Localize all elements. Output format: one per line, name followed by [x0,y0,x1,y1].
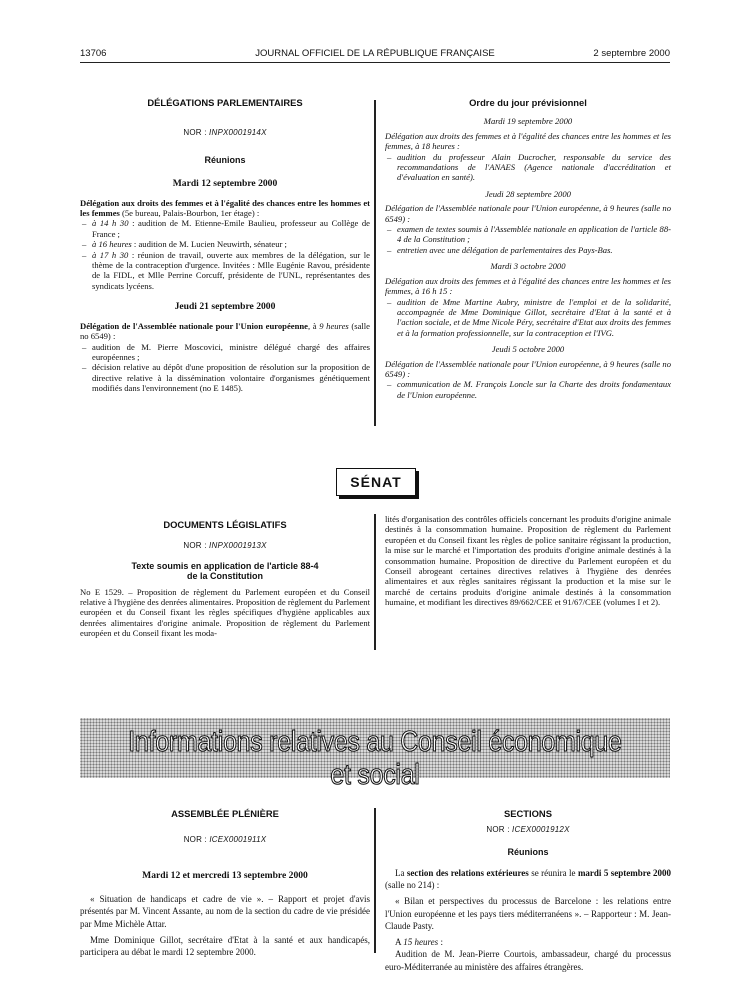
section-title: Ordre du jour prévisionnel [469,97,587,108]
sections-column [385,808,671,974]
provisional-agenda-column [385,98,671,400]
document-text: No E 1529. – Proposition de règlement du Parlement européen et du Conseil relative à l'hygiène des denrées alimentaires. Proposition de règlement du Parlement européen et du Conseil fixant les règles spécifiques d'hygiène applicables aux denrées alimentaires d'origine animale. Proposition de règlement du Parlement européen et du Conseil fixant les moda- [80,586,370,639]
agenda-list [80,218,370,291]
paragraph: « Bilan et perspectives du processus de Barcelone : les relations entre l'Union européenne et les pays tiers méditerranéens ». – Rapporteur : M. Jean-Claude Pasty. [385,895,671,932]
header-rule [80,62,670,63]
senate-box: SÉNAT [336,468,416,496]
paragraph: A 15 heures : [395,936,443,947]
meetings-heading: Réunions [507,847,549,858]
day-heading: Jeudi 28 septembre 2000 [485,188,571,199]
legislative-documents-left [80,520,370,639]
day-heading: Jeudi 5 octobre 2000 [491,344,565,355]
banner-title: Informations relatives au Conseil économique et social [128,726,622,791]
page-number: 13706 [80,48,107,59]
nor-reference: NOR : ICEX0001911X [183,834,267,844]
list-item: – à 17 h 30 : réunion de travail, ouverte aux membres de la délégation, sur le thème de la contraception d'urgence. Invitées : Mlle Eugénie Ravou, présidente de la FIDL, et Mlle Perrine Corcuff, présidente de l'UNL, représentantes des syndicats lycéens. [92,250,370,292]
agenda-list [385,297,671,339]
delegation-heading: Délégation de l'Assemblée nationale pour l'Union européenne, à 9 heures (salle no 6549) : [385,358,671,379]
delegation-heading: Délégation de l'Assemblée nationale pour l'Union européenne, à 9 heures (salle no 6549) : [80,320,370,342]
delegation-heading: Délégation aux droits des femmes et à l'égalité des chances entre les hommes et les femmes, à 16 h 15 : [385,275,671,297]
section-title: SECTIONS [504,808,552,819]
parliamentary-delegations-column [80,98,370,394]
day-heading: Mardi 12 septembre 2000 [172,178,278,190]
nor-reference: NOR : INPX0001913X [183,541,267,551]
day-heading: Mardi 12 et mercredi 13 septembre 2000 [142,870,308,882]
list-item: – examen de textes soumis à l'Assemblée nationale en application de l'article 88-4 de la Constitution ; [397,224,671,245]
document-subtitle: Texte soumis en application de l'article 88-4 de la Constitution [131,560,319,582]
meetings-heading: Réunions [204,154,246,165]
delegation-heading: Délégation aux droits des femmes et à l'égalité des chances entre les hommes et les femmes, à 18 heures : [385,130,671,152]
day-heading: Mardi 3 octobre 2000 [490,261,566,272]
document-text: lités d'organisation des contrôles officiels concernant les produits d'origine animale destinés à la consommation humaine. Proposition de règlement du Parlement européen et du Conseil fixant les règles de police sanitaire régissant la production, la mise sur le marché et l'importation des produits d'origine animale destinés à la consommation humaine. Proposition de directive du Parlement européen et du Conseil abrogeant certaines directives relatives à l'hygiène des denrées alimentaires et aux règles sanitaires régissant la production et la mise sur le marché de certains produits d'origine animale destinés à la consommation humaine, et modifiant les directives 89/662/CEE et 91/67/CEE (volumes I et 2). [385,514,671,608]
list-item: – entretien avec une délégation de parlementaires des Pays-Bas. [397,245,671,255]
agenda-list [385,152,671,183]
delegation-heading: Délégation aux droits des femmes et à l'égalité des chances entre les hommes et les femmes (5e bureau, Palais-Bourbon, 1er étage) : [80,197,370,219]
plenary-assembly-column [80,808,370,959]
delegation-heading: Délégation de l'Assemblée nationale pour l'Union européenne, à 9 heures (salle no 6549) : [385,203,671,224]
column-divider [374,100,376,426]
day-heading: Jeudi 21 septembre 2000 [174,301,276,313]
paragraph: « Situation de handicaps et cadre de vie ». – Rapport et projet d'avis présentés par M. Vincent Assante, au nom de la section du cadre de vie présidée par Mme Michèle Attar. [80,893,370,929]
legislative-documents-right [385,514,671,608]
nor-reference: NOR : ICEX0001912X [486,824,570,834]
list-item: – à 16 heures : audition de M. Lucien Neuwirth, sénateur ; [92,239,370,249]
issue-date: 2 septembre 2000 [593,48,670,59]
nor-reference: NOR : INPX0001914X [183,128,267,138]
day-heading: Mardi 19 septembre 2000 [483,116,573,127]
list-item: – audition de Mme Martine Aubry, ministre de l'emploi et de la solidarité, accompagnée de Mme Dominique Gillot, secrétaire d'Etat à la santé et à l'action sociale, et de Mme Nicole Péry, secrétaire d'Etat aux droits des femmes et à la formation professionnelle, sur la contraception et l'IVG. [397,297,671,339]
column-divider [374,514,376,650]
agenda-list [385,379,671,400]
list-item: – décision relative au dépôt d'une proposition de résolution sur la proposition de directive relative à la dissémination volontaire d'organismes génétiquement modifiés dans l'environnement (no E 1485). [92,362,370,393]
list-item: – audition du professeur Alain Ducrocher, responsable du service des recommandations de l'ANAES (Agence nationale d'accréditation et d'évaluation en santé). [397,152,671,183]
section-title: ASSEMBLÉE PLÉNIÈRE [171,808,279,819]
column-divider [374,808,376,953]
paragraph: La section des relations extérieures se réunira le mardi 5 septembre 2000 (salle no 214) : [385,867,671,891]
section-title: DOCUMENTS LÉGISLATIFS [163,519,287,530]
agenda-list [385,224,671,255]
section-banner [80,718,670,791]
list-item: – à 14 h 30 : audition de M. Etienne-Emile Baulieu, professeur au Collège de France ; [92,218,370,239]
list-item: – audition de M. Pierre Moscovici, ministre délégué chargé des affaires européennes ; [92,342,370,363]
list-item: – communication de M. François Loncle sur la Charte des droits fondamentaux de l'Union européenne. [397,379,671,400]
paragraph: Audition de M. Jean-Pierre Courtois, ambassadeur, chargé du processus euro-Méditerranée au ministère des affaires étrangères. [385,949,671,972]
agenda-list [80,342,370,394]
section-title: DÉLÉGATIONS PARLEMENTAIRES [147,97,303,108]
journal-title: JOURNAL OFFICIEL DE LA RÉPUBLIQUE FRANÇAISE [255,48,495,59]
paragraph: Mme Dominique Gillot, secrétaire d'Etat à la santé et aux handicapés, participera au débat le mardi 12 septembre 2000. [80,934,370,958]
